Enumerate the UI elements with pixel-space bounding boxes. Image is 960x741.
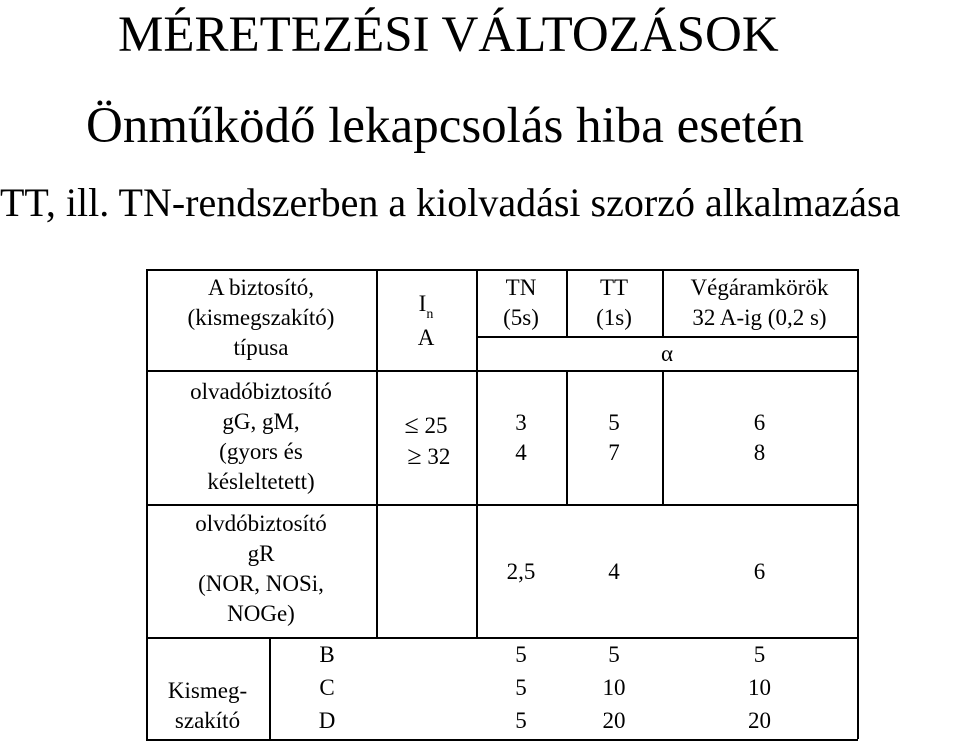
- row1-vegaram-value: 6: [753, 410, 766, 435]
- row2-tt: 4: [608, 559, 620, 584]
- header-type-line: A biztosító,: [207, 275, 315, 300]
- row2-label-line: (NOR, NOSi,: [198, 571, 324, 596]
- table-border-top: [146, 269, 858, 271]
- row1-in-le: [376, 410, 476, 441]
- row1-tt-value: 7: [608, 440, 620, 465]
- table-divider: [146, 370, 858, 372]
- kismeg-tn: 5: [515, 675, 527, 700]
- header-vegaram-line: 32 A-ig (0,2 s): [692, 305, 827, 330]
- kismeg-type: C: [319, 675, 335, 700]
- row1-in-ge: [376, 441, 476, 472]
- header-in-unit: A: [417, 325, 435, 350]
- in-symbol: I: [418, 291, 427, 316]
- row2-label: [146, 509, 376, 629]
- table-divider: [146, 504, 858, 506]
- header-tt: [566, 273, 662, 333]
- header-tn-line: TN: [505, 275, 537, 300]
- kismeg-vegaram: 10: [748, 675, 771, 700]
- header-type-line: típusa: [233, 335, 289, 360]
- kismeg-tt: 5: [608, 642, 620, 667]
- ge-symbol: ≥: [407, 441, 422, 470]
- kismeg-tn: 5: [515, 708, 527, 733]
- kismeg-tt: 20: [602, 708, 626, 733]
- ge-value: 32: [427, 444, 451, 469]
- page-title: MÉRETEZÉSI VÁLTOZÁSOK: [118, 7, 779, 63]
- header-tn: [476, 273, 566, 333]
- header-alpha: α: [660, 341, 674, 366]
- table-divider: [269, 637, 271, 739]
- kismeg-vegaram: 5: [753, 642, 766, 667]
- row1-label-line: gG, gM,: [222, 409, 300, 434]
- table-divider: [146, 637, 858, 639]
- le-value: 25: [424, 413, 448, 438]
- row1-in: [376, 410, 476, 472]
- row1-label-line: késleltetett): [207, 469, 315, 494]
- row1-label-line: (gyors és: [219, 439, 303, 464]
- le-symbol: ≤: [404, 410, 419, 439]
- kismeg-tt: 10: [602, 675, 626, 700]
- row1-vegaram-value: 8: [753, 440, 766, 465]
- row1-vegaram: [662, 408, 857, 468]
- kismeg-type: B: [319, 642, 335, 667]
- row2-label-line: NOGe): [227, 601, 295, 626]
- row1-label: [146, 377, 376, 497]
- row1-tt: [566, 408, 662, 468]
- table-divider: [476, 336, 858, 338]
- header-tt-line: TT: [599, 275, 629, 300]
- kismeg-label-line: Kismeg-: [167, 678, 248, 703]
- row2-vegaram: 6: [753, 559, 766, 584]
- page-subtitle-2: TT, ill. TN-rendszerben a kiolvadási szorzó alkalmazása: [0, 180, 901, 225]
- in-subscript: n: [426, 307, 434, 322]
- kismeg-label-line: szakító: [174, 708, 241, 733]
- header-tn-line: (5s): [503, 305, 539, 330]
- kismeg-label: [146, 676, 269, 736]
- header-vegaram: [662, 273, 857, 333]
- header-type: [146, 273, 376, 363]
- kismeg-type: D: [318, 708, 336, 733]
- header-vegaram-line: Végáramkörök: [690, 275, 829, 300]
- header-in: [376, 289, 476, 353]
- header-tt-line: (1s): [596, 305, 632, 330]
- header-type-line: (kismegszakító): [187, 305, 335, 330]
- page-subtitle: Önműködő lekapcsolás hiba esetén: [86, 98, 805, 154]
- row1-tt-value: 5: [608, 410, 620, 435]
- row2-label-line: gR: [247, 541, 275, 566]
- header-in-symbol: [376, 289, 476, 323]
- row1-label-line: olvadóbiztosító: [190, 379, 332, 404]
- row1-tn-value: 4: [515, 440, 527, 465]
- kismeg-vegaram: 20: [748, 708, 771, 733]
- row2-tn: 2,5: [506, 559, 536, 584]
- row1-tn: [476, 408, 566, 468]
- row2-label-line: olvdóbiztosító: [195, 511, 327, 536]
- kismeg-tn: 5: [515, 642, 527, 667]
- row1-tn-value: 3: [515, 410, 527, 435]
